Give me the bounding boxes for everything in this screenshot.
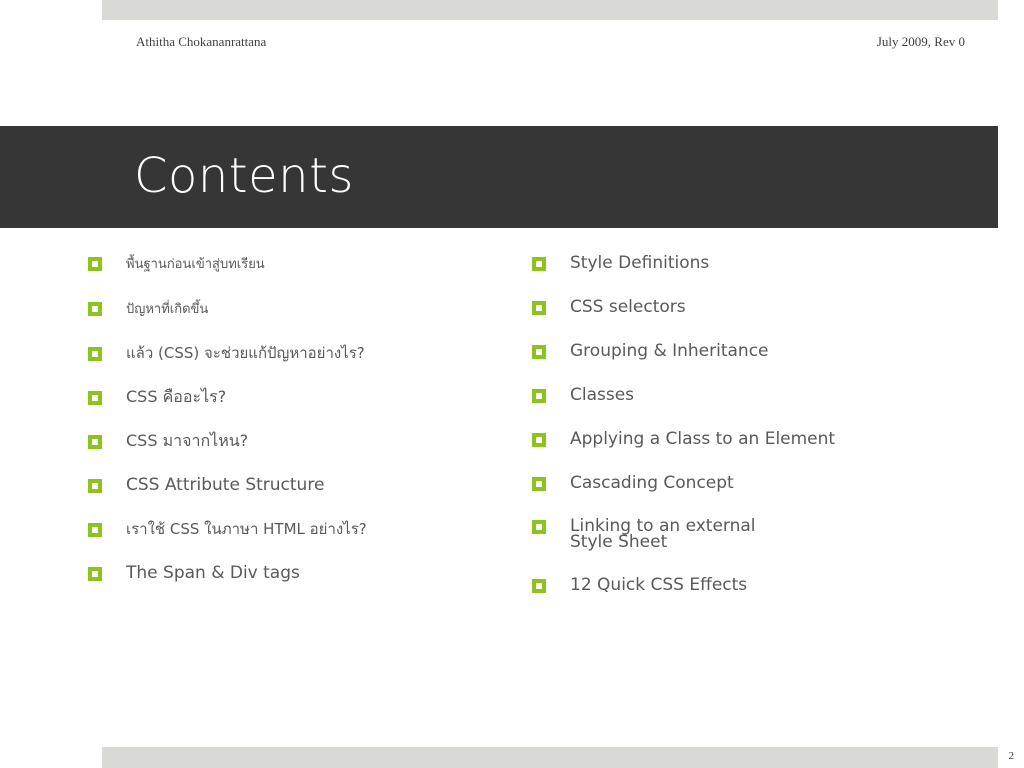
- list-item: [532, 428, 835, 450]
- list-item: [88, 342, 367, 364]
- square-bullet-icon: [532, 257, 546, 271]
- list-item-label: แล้ว (CSS) จะช่วยแก้ปัญหาอย่างไร?: [126, 344, 365, 362]
- square-bullet-icon: [88, 479, 102, 493]
- list-item-label: Grouping & Inheritance: [570, 341, 769, 361]
- list-item: [88, 252, 367, 275]
- footer-bar: [102, 747, 998, 768]
- square-bullet-icon: [532, 579, 546, 593]
- page-title: Contents: [134, 148, 354, 204]
- list-item-label: เราใช้ CSS ในภาษา HTML อย่างไร?: [126, 520, 367, 538]
- list-item-label: Linking to an external Style Sheet: [570, 516, 756, 552]
- list-item: [532, 252, 835, 274]
- author-name: Athitha Chokananrattana: [136, 34, 267, 49]
- list-item: [532, 516, 835, 550]
- list-item: [88, 386, 367, 408]
- list-item: [88, 474, 367, 496]
- list-item-label: 12 Quick CSS Effects: [570, 575, 748, 595]
- list-item: [532, 340, 835, 362]
- square-bullet-icon: [88, 347, 102, 361]
- page-number: 2: [1008, 750, 1014, 762]
- list-item: [532, 296, 835, 318]
- square-bullet-icon: [532, 345, 546, 359]
- list-item-label: พื้นฐานก่อนเข้าสู่บทเรียน: [126, 256, 265, 271]
- square-bullet-icon: [88, 523, 102, 537]
- square-bullet-icon: [532, 477, 546, 491]
- header-bar: [102, 0, 998, 20]
- list-item: [88, 562, 367, 584]
- list-item-label: CSS selectors: [570, 297, 686, 317]
- square-bullet-icon: [532, 520, 546, 534]
- contents-list-right: [532, 252, 835, 618]
- list-item: [532, 574, 835, 596]
- square-bullet-icon: [532, 389, 546, 403]
- list-item: [88, 297, 367, 320]
- square-bullet-icon: [88, 257, 102, 271]
- list-item: [532, 384, 835, 406]
- revision-date: July 2009, Rev 0: [876, 34, 965, 49]
- square-bullet-icon: [532, 301, 546, 315]
- list-item-label: Applying a Class to an Element: [570, 429, 836, 449]
- square-bullet-icon: [88, 391, 102, 405]
- list-item-label: CSS คืออะไร?: [126, 387, 227, 406]
- square-bullet-icon: [532, 433, 546, 447]
- list-item-label: The Span & Div tags: [126, 563, 300, 583]
- list-item-label: CSS Attribute Structure: [126, 475, 325, 495]
- list-item: [88, 430, 367, 452]
- square-bullet-icon: [88, 302, 102, 316]
- square-bullet-icon: [88, 435, 102, 449]
- contents-list-left: [88, 252, 367, 606]
- list-item-label: Style Definitions: [570, 253, 710, 273]
- list-item: [532, 472, 835, 494]
- list-item-label: Cascading Concept: [570, 473, 734, 493]
- square-bullet-icon: [88, 567, 102, 581]
- list-item: [88, 518, 367, 540]
- list-item-label: ปัญหาที่เกิดขึ้น: [126, 301, 209, 316]
- list-item-label: Classes: [570, 385, 635, 405]
- list-item-label: CSS มาจากไหน?: [126, 431, 249, 450]
